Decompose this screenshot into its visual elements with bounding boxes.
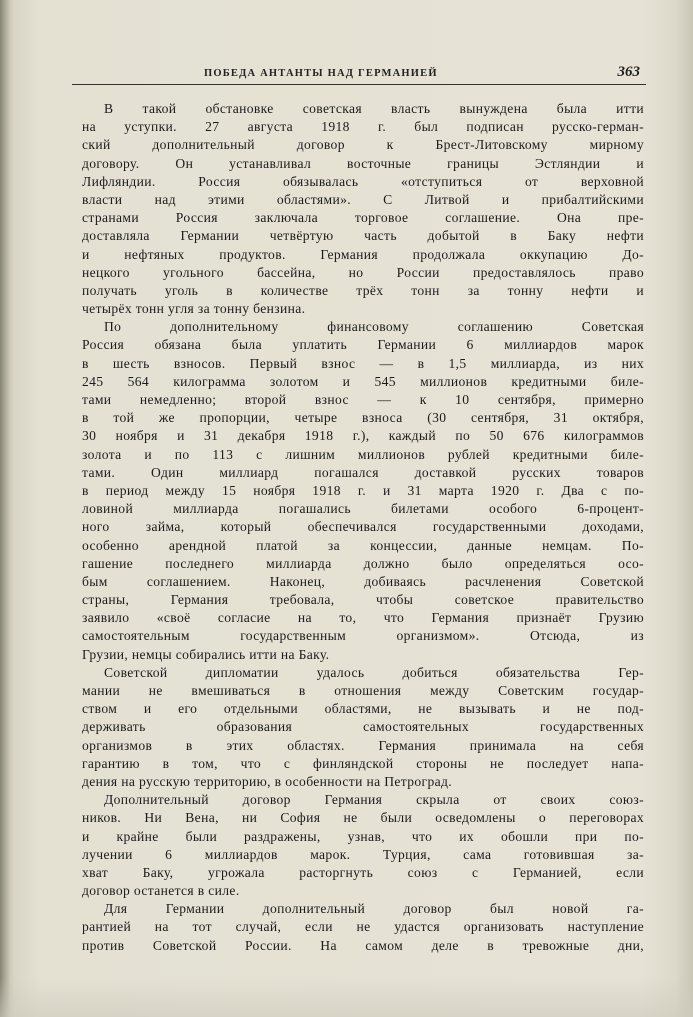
text-line: особенно арендной платой за концессии, данные немцам. По-: [82, 537, 644, 553]
text-line: договор останется в силе.: [82, 883, 240, 899]
text-line: ного займа, который обеспечивался государственными доходами,: [82, 519, 644, 535]
text-line: Лифляндии. Россия обязывалась «отступиться от верховной: [82, 173, 644, 189]
text-line: в период между 15 ноября 1918 г. и 31 марта 1920 г. Два с по-: [82, 482, 644, 498]
text-line: и нефтяных продуктов. Германия продолжала оккупацию До-: [82, 246, 644, 262]
text-line: против Советской России. На самом деле в тревожные дни,: [82, 937, 644, 953]
text-line: и крайне были раздражены, узнав, что их обошли при по-: [82, 828, 644, 844]
text-line: получать уголь в количестве трёх тонн за тонну нефти и: [82, 282, 644, 298]
page-header: [72, 66, 648, 86]
running-title: ПОБЕДА АНТАНТЫ НАД ГЕРМАНИЕЙ: [204, 68, 438, 79]
text-line: бым соглашением. Наконец, добиваясь расчленения Советской: [82, 573, 644, 589]
text-line: хват Баку, угрожала расторгнуть союз с Германией, если: [82, 864, 644, 880]
text-line: власти над этими областями». С Литвой и прибалтийскими: [82, 191, 644, 207]
text-line: Дополнительный договор Германия скрыла от своих союз-: [104, 792, 644, 808]
text-line: лучении 6 миллиардов марок. Турция, сама готовившая за-: [82, 846, 644, 862]
text-line: самостоятельным государственным организмом». Отсюда, из: [82, 628, 644, 644]
text-line: Советской дипломатии удалось добиться обязательства Гер-: [104, 664, 644, 680]
text-line: в шесть взносов. Первый взнос — в 1,5 миллиарда, из них: [82, 355, 644, 371]
text-line: По дополнительному финансовому соглашению Советская: [104, 319, 644, 335]
text-line: в той же пропорции, четыре взноса (30 сентября, 31 октября,: [82, 410, 644, 426]
text-line: странами Россия заключала торговое соглашение. Она пре-: [82, 210, 644, 226]
text-line: четырёх тонн угля за тонну бензина.: [82, 301, 306, 317]
text-line: мании не вмешиваться в отношения между Советским государ-: [82, 683, 644, 698]
page-number: 363: [617, 64, 640, 80]
page-bottom-shadow: [0, 977, 693, 1017]
text-line: тами немедленно; второй взнос — к 10 сентября, примерно: [82, 392, 644, 407]
spine-shadow: [0, 0, 10, 1017]
text-line: заявило «своё согласие на то, что Германия признаёт Грузию: [82, 610, 644, 626]
text-line: золота и по 113 с лишним миллионов рублей кредитными биле-: [82, 446, 644, 462]
text-line: страны, Германия требовала, чтобы советское правительство: [82, 592, 644, 608]
text-line: 30 ноября и 31 декабря 1918 г.), каждый по 50 676 килограммов: [82, 428, 644, 444]
text-line: рантией на тот случай, если не удастся организовать наступление: [82, 919, 644, 935]
text-line: ский дополнительный договор к Брест-Литовскому мирному: [82, 137, 644, 153]
text-line: гарантию в том, что с финляндской стороны не последует напа-: [82, 755, 644, 771]
body-text: [82, 100, 644, 955]
header-rule: [72, 84, 646, 85]
text-line: ников. Ни Вена, ни София не были осведомлены о переговорах: [82, 810, 644, 826]
text-line: тами. Один миллиард погашался доставкой русских товаров: [82, 464, 644, 480]
text-line: дения на русскую территорию, в особенности на Петроград.: [82, 773, 452, 789]
text-line: доставляла Германии четвёртую часть добытой в Баку нефти: [82, 228, 644, 244]
text-line: 245 564 килограмма золотом и 545 миллионов кредитными биле-: [82, 373, 644, 389]
text-line: договору. Он устанавливал восточные границы Эстляндии и: [82, 155, 644, 171]
text-line: держивать образования самостоятельных государственных: [82, 719, 644, 735]
text-line: гашение последнего миллиарда должно было определяться осо-: [82, 555, 644, 571]
text-line: ством и его отдельными областями, не вызывать и не под-: [82, 701, 644, 717]
text-line: В такой обстановке советская власть вынуждена была итти: [104, 101, 644, 116]
text-line: нецкого угольного бассейна, но России предоставлялось право: [82, 264, 644, 280]
text-line: ловиной миллиарда погашались билетами особого 6-процент-: [82, 501, 644, 517]
text-line: организмов в этих областях. Германия принимала на себя: [82, 737, 644, 753]
text-line: Для Германии дополнительный договор был новой га-: [104, 901, 644, 917]
text-line: на уступки. 27 августа 1918 г. был подписан русско-герман-: [82, 119, 644, 135]
text-line: Грузии, немцы собирались итти на Баку.: [82, 646, 330, 662]
text-line: Россия обязана была уплатить Германии 6 миллиардов марок: [82, 337, 644, 353]
